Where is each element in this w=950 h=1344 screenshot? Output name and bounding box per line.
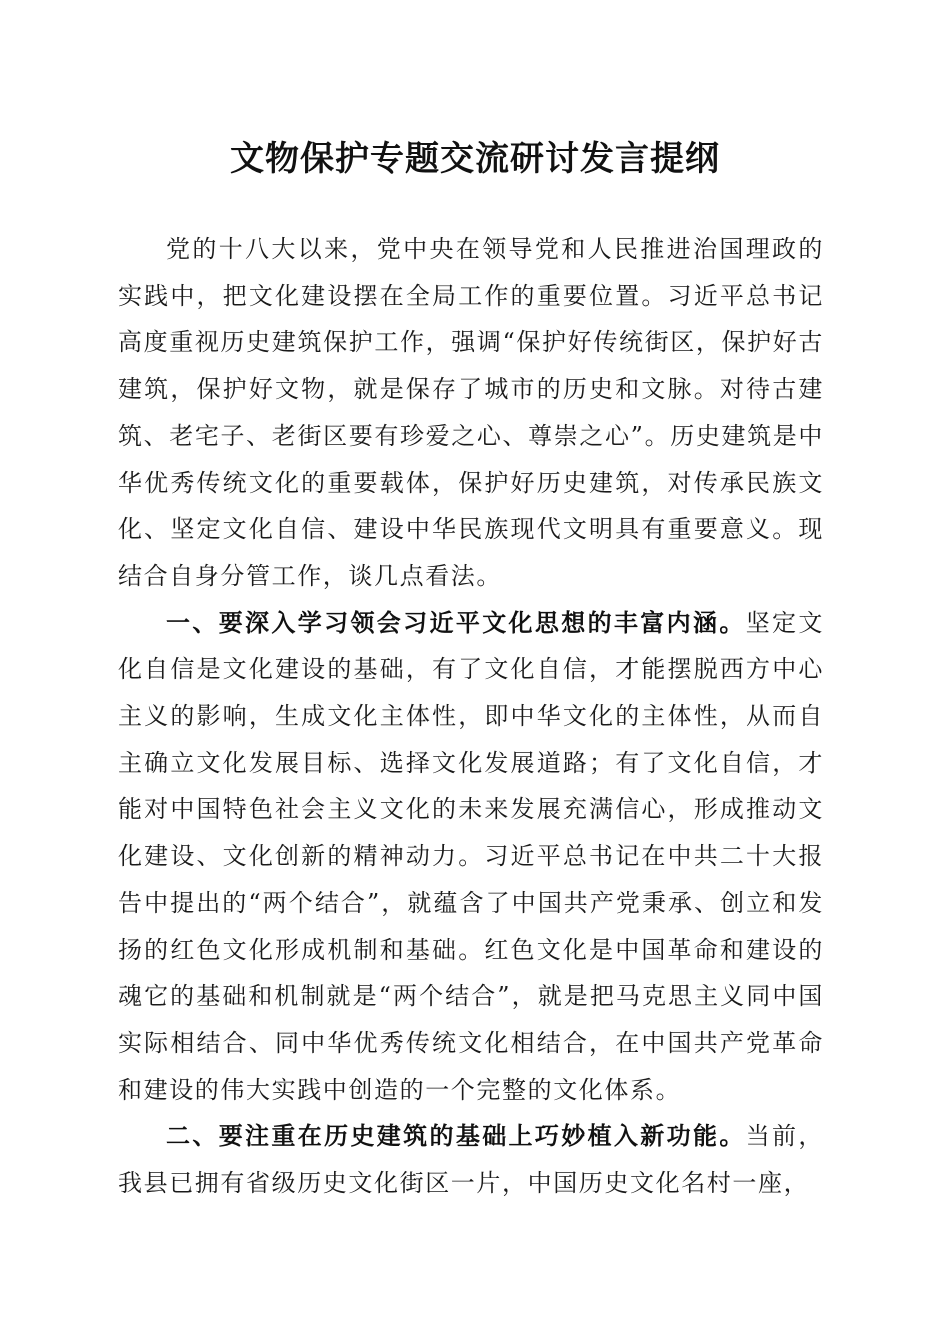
document-body [118,226,824,1207]
paragraph-section-1 [118,600,824,1114]
document-title: 文物保护专题交流研讨发言提纲 [230,139,720,179]
paragraph-text: 当前，我县已拥有省级历史文化街区一片，中国历史文化名村一座， [118,1122,824,1198]
paragraph-text: 坚定文化自信是文化建设的基础，有了文化自信，才能摆脱西方中心主义的影响，生成文化主体性，即中华文化的主体性，从而自主确立文化发展目标、选择文化发展道路；有了文化自信，才能对中国特色社会主义文化的未来发展充满信心，形成推动文化建设、文化创新的精神动力。习近平总书记在中共二十大报告中提出的“两个结合”，就蕴含了中国共产党秉承、创立和发扬的红色文化形成机制和基础。红色文化是中国革命和建设的魂它的基础和机制就是“两个结合”，就是把马克思主义同中国实际相结合、同中华优秀传统文化相结合，在中国共产党革命和建设的伟大实践中创造的一个完整的文化体系。 [118,608,824,1104]
section-heading: 一、要深入学习领会习近平文化思想的丰富内涵。 [166,608,746,637]
paragraph-section-2 [118,1113,824,1206]
section-heading: 二、要注重在历史建筑的基础上巧妙植入新功能。 [166,1122,746,1151]
paragraph-intro [118,226,824,600]
paragraph-text: 党的十八大以来，党中央在领导党和人民推进治国理政的实践中，把文化建设摆在全局工作的重要位置。习近平总书记高度重视历史建筑保护工作，强调“保护好传统街区，保护好古建筑，保护好文物，就是保存了城市的历史和文脉。对待古建筑、老宅子、老街区要有珍爱之心、尊崇之心”。历史建筑是中华优秀传统文化的重要载体，保护好历史建筑，对传承民族文化、坚定文化自信、建设中华民族现代文明具有重要意义。现结合自身分管工作，谈几点看法。 [118,235,824,590]
